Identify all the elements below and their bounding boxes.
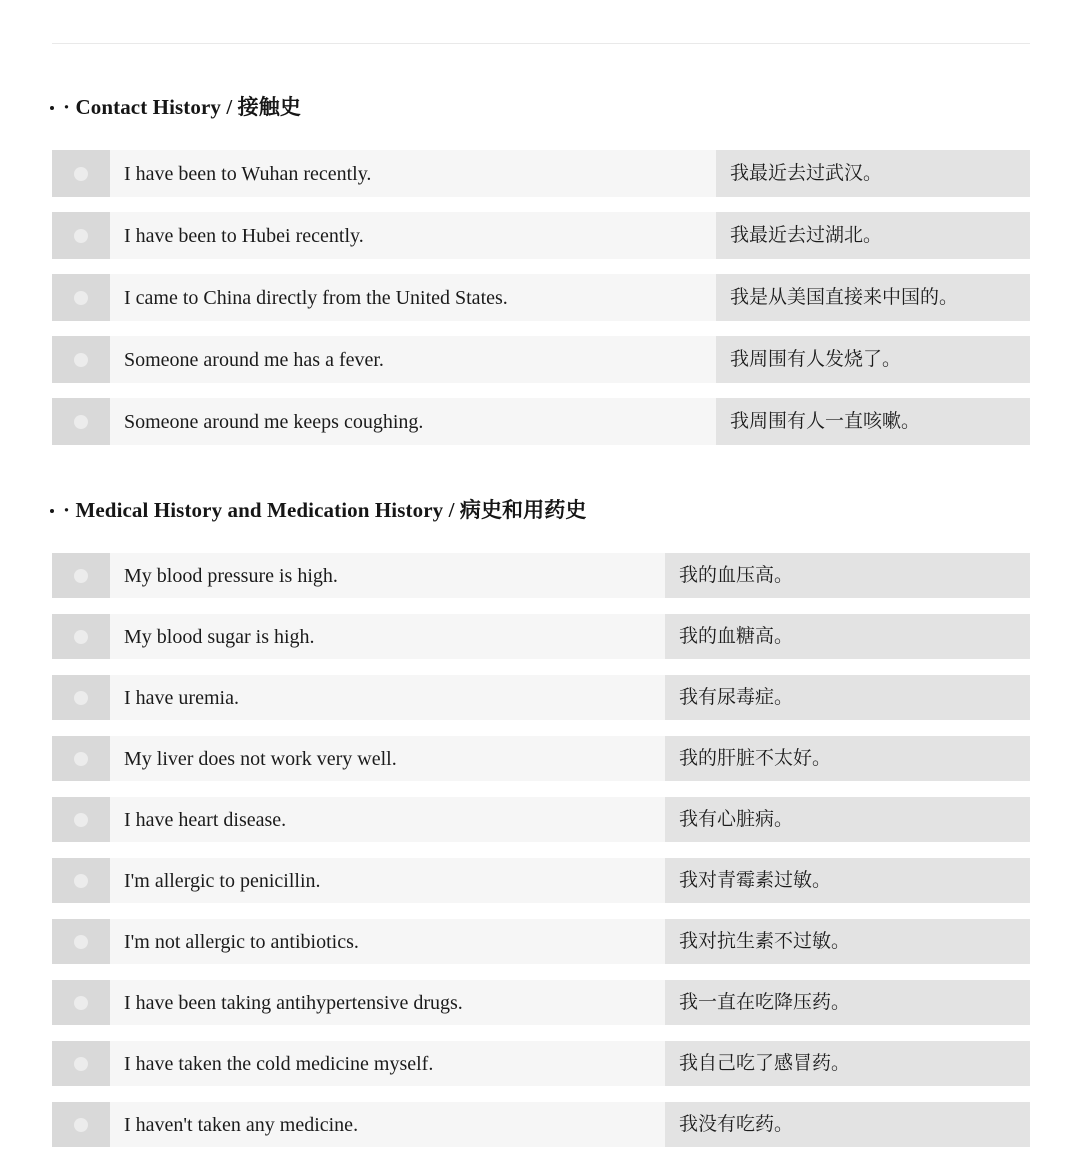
- phrase-row[interactable]: [52, 274, 1030, 321]
- phrase-chinese-cell: [716, 336, 1030, 383]
- phrase-chinese-text: 我的肝脏不太好。: [679, 747, 832, 770]
- section-heading: [0, 500, 586, 521]
- phrase-english-cell: [110, 553, 665, 598]
- play-audio-button[interactable]: [52, 736, 110, 781]
- play-audio-button[interactable]: [52, 858, 110, 903]
- phrase-chinese-text: 我对青霉素过敏。: [679, 869, 832, 892]
- phrase-row[interactable]: [52, 919, 1030, 964]
- phrase-chinese-cell: [716, 212, 1030, 259]
- phrase-english-cell: [110, 614, 665, 659]
- bullet-icon: [50, 106, 54, 110]
- bullet-icon: [50, 509, 54, 513]
- section-heading: [0, 97, 301, 118]
- phrase-english-cell: [110, 212, 716, 259]
- phrase-english-text: I have taken the cold medicine myself.: [124, 1052, 434, 1075]
- phrase-chinese-text: 我的血压高。: [679, 564, 794, 587]
- phrase-english-text: I have been to Wuhan recently.: [124, 162, 372, 185]
- phrase-chinese-text: 我没有吃药。: [679, 1113, 794, 1136]
- phrase-english-cell: [110, 675, 665, 720]
- phrase-chinese-text: 我周围有人一直咳嗽。: [730, 410, 921, 433]
- phrase-row[interactable]: [52, 797, 1030, 842]
- phrase-english-cell: [110, 150, 716, 197]
- phrase-chinese-cell: [665, 675, 1030, 720]
- play-audio-button[interactable]: [52, 212, 110, 259]
- phrase-row[interactable]: [52, 980, 1030, 1025]
- phrase-english-cell: [110, 274, 716, 321]
- circle-icon: [74, 291, 88, 305]
- phrase-english-text: I have been to Hubei recently.: [124, 224, 364, 247]
- phrase-chinese-cell: [665, 614, 1030, 659]
- phrase-row[interactable]: [52, 553, 1030, 598]
- phrase-chinese-cell: [665, 1041, 1030, 1086]
- phrase-chinese-cell: [665, 980, 1030, 1025]
- phrase-english-cell: [110, 919, 665, 964]
- phrase-row[interactable]: [52, 736, 1030, 781]
- phrase-row[interactable]: [52, 336, 1030, 383]
- circle-icon: [74, 935, 88, 949]
- play-audio-button[interactable]: [52, 150, 110, 197]
- phrase-chinese-cell: [665, 919, 1030, 964]
- play-audio-button[interactable]: [52, 614, 110, 659]
- phrase-row[interactable]: [52, 1041, 1030, 1086]
- circle-icon: [74, 1118, 88, 1132]
- phrase-row[interactable]: [52, 398, 1030, 445]
- circle-icon: [74, 691, 88, 705]
- phrase-english-text: My blood pressure is high.: [124, 564, 338, 587]
- phrase-english-text: I have been taking antihypertensive drugs.: [124, 991, 463, 1014]
- phrase-english-text: My blood sugar is high.: [124, 625, 315, 648]
- circle-icon: [74, 874, 88, 888]
- phrase-english-cell: [110, 797, 665, 842]
- phrase-chinese-text: 我周围有人发烧了。: [730, 348, 902, 371]
- top-divider: [52, 43, 1030, 44]
- circle-icon: [74, 630, 88, 644]
- section-heading-label: · Contact History / 接触史: [63, 95, 301, 119]
- phrase-row[interactable]: [52, 675, 1030, 720]
- phrase-chinese-cell: [716, 150, 1030, 197]
- phrase-chinese-cell: [716, 398, 1030, 445]
- phrase-chinese-cell: [665, 1102, 1030, 1147]
- circle-icon: [74, 813, 88, 827]
- circle-icon: [74, 569, 88, 583]
- play-audio-button[interactable]: [52, 274, 110, 321]
- play-audio-button[interactable]: [52, 797, 110, 842]
- play-audio-button[interactable]: [52, 1102, 110, 1147]
- circle-icon: [74, 1057, 88, 1071]
- phrase-chinese-cell: [665, 553, 1030, 598]
- phrase-english-cell: [110, 398, 716, 445]
- phrase-chinese-cell: [665, 858, 1030, 903]
- phrase-english-cell: [110, 858, 665, 903]
- phrase-chinese-text: 我自己吃了感冒药。: [679, 1052, 851, 1075]
- play-audio-button[interactable]: [52, 1041, 110, 1086]
- phrase-chinese-text: 我有心脏病。: [679, 808, 794, 831]
- phrase-row[interactable]: [52, 614, 1030, 659]
- section-heading-label: · Medical History and Medication History / 病史和用药史: [63, 498, 587, 522]
- circle-icon: [74, 167, 88, 181]
- circle-icon: [74, 415, 88, 429]
- phrase-english-text: I have heart disease.: [124, 808, 287, 831]
- play-audio-button[interactable]: [52, 336, 110, 383]
- play-audio-button[interactable]: [52, 553, 110, 598]
- phrase-chinese-text: 我最近去过湖北。: [730, 224, 883, 247]
- phrase-english-text: I came to China directly from the United States.: [124, 286, 508, 309]
- circle-icon: [74, 752, 88, 766]
- phrase-english-text: Someone around me has a fever.: [124, 348, 384, 371]
- phrase-english-text: I haven't taken any medicine.: [124, 1113, 359, 1136]
- circle-icon: [74, 229, 88, 243]
- phrase-english-cell: [110, 736, 665, 781]
- play-audio-button[interactable]: [52, 675, 110, 720]
- phrase-english-text: I'm not allergic to antibiotics.: [124, 930, 359, 953]
- phrase-chinese-text: 我是从美国直接来中国的。: [730, 286, 959, 309]
- phrase-english-cell: [110, 1041, 665, 1086]
- phrase-english-cell: [110, 1102, 665, 1147]
- circle-icon: [74, 353, 88, 367]
- phrase-row[interactable]: [52, 212, 1030, 259]
- phrase-row[interactable]: [52, 1102, 1030, 1147]
- phrase-english-text: My liver does not work very well.: [124, 747, 397, 770]
- phrase-chinese-cell: [665, 736, 1030, 781]
- phrase-chinese-text: 我的血糖高。: [679, 625, 794, 648]
- phrase-chinese-cell: [665, 797, 1030, 842]
- phrase-row[interactable]: [52, 858, 1030, 903]
- phrase-chinese-cell: [716, 274, 1030, 321]
- play-audio-button[interactable]: [52, 398, 110, 445]
- phrase-chinese-text: 我一直在吃降压药。: [679, 991, 851, 1014]
- phrase-english-text: I have uremia.: [124, 686, 239, 709]
- phrase-english-cell: [110, 980, 665, 1025]
- phrase-english-cell: [110, 336, 716, 383]
- phrase-row[interactable]: [52, 150, 1030, 197]
- phrase-english-text: Someone around me keeps coughing.: [124, 410, 424, 433]
- play-audio-button[interactable]: [52, 980, 110, 1025]
- phrase-english-text: I'm allergic to penicillin.: [124, 869, 321, 892]
- phrase-chinese-text: 我最近去过武汉。: [730, 162, 883, 185]
- play-audio-button[interactable]: [52, 919, 110, 964]
- phrase-chinese-text: 我有尿毒症。: [679, 686, 794, 709]
- phrase-chinese-text: 我对抗生素不过敏。: [679, 930, 851, 953]
- circle-icon: [74, 996, 88, 1010]
